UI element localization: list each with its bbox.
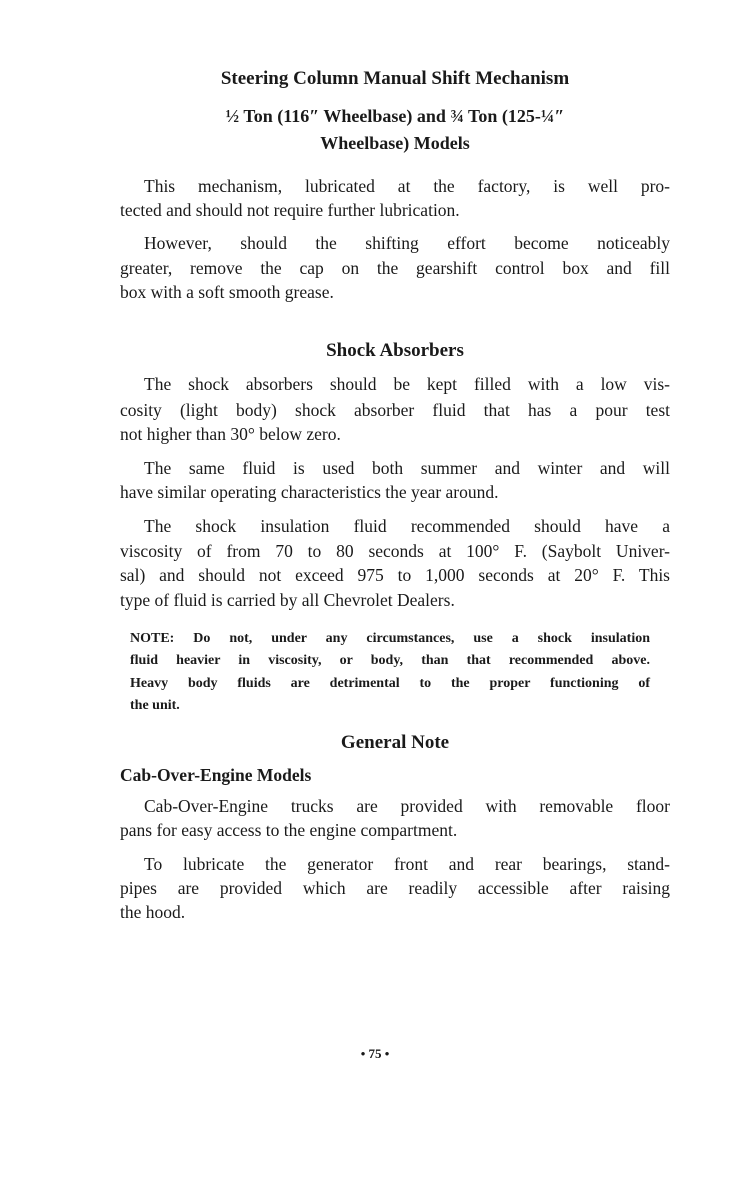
paragraph-line: type of fluid is carried by all Chevrolet Dealers. [120, 590, 455, 610]
paragraph-line: cosity (light body) shock absorber fluid that has a pour test [120, 400, 670, 420]
section-subtitle-line: Wheelbase) Models [320, 133, 470, 153]
paragraph-line: The shock absorbers should be kept filled with a low vis- [144, 374, 670, 394]
paragraph-line: Cab-Over-Engine trucks are provided with removable floor [144, 796, 670, 816]
paragraph-line: not higher than 30° below zero. [120, 424, 341, 444]
paragraph-line: pans for easy access to the engine compartment. [120, 820, 458, 840]
page-number: • 75 • [360, 1046, 390, 1061]
paragraph-line: To lubricate the generator front and rear bearings, stand- [144, 854, 670, 874]
paragraph-line: have similar operating characteristics the year around. [120, 482, 499, 502]
paragraph-line: The same fluid is used both summer and winter and will [144, 458, 670, 478]
section-title-steering: Steering Column Manual Shift Mechanism [220, 68, 570, 89]
section-title-general: General Note [340, 732, 450, 753]
paragraph-line: box with a soft smooth grease. [120, 282, 334, 302]
note-line: Heavy body fluids are detrimental to the proper functioning of [130, 676, 650, 691]
subheading: Cab-Over-Engine Models [120, 765, 312, 785]
paragraph-line: the hood. [120, 902, 186, 922]
note-line: NOTE: Do not, under any circumstances, use a shock insulation [130, 631, 650, 646]
paragraph-line: sal) and should not exceed 975 to 1,000 seconds at 20° F. This [120, 565, 670, 585]
paragraph-line: The shock insulation fluid recommended should have a [144, 516, 670, 536]
note-line: the unit. [130, 698, 180, 713]
paragraph-line: tected and should not require further lubrication. [120, 200, 460, 220]
note-line: fluid heavier in viscosity, or body, than that recommended above. [130, 653, 650, 668]
paragraph-line: However, should the shifting effort become noticeably [144, 233, 670, 253]
paragraph-line: pipes are provided which are readily accessible after raising [120, 878, 670, 898]
section-subtitle-line: ½ Ton (116″ Wheelbase) and ¾ Ton (125-¼″ [225, 106, 565, 126]
paragraph-line: This mechanism, lubricated at the factory, is well pro- [144, 176, 670, 196]
section-title-shock: Shock Absorbers [326, 340, 464, 361]
paragraph-line: greater, remove the cap on the gearshift control box and fill [120, 258, 670, 278]
paragraph-line: viscosity of from 70 to 80 seconds at 100° F. (Saybolt Univer- [120, 541, 670, 561]
